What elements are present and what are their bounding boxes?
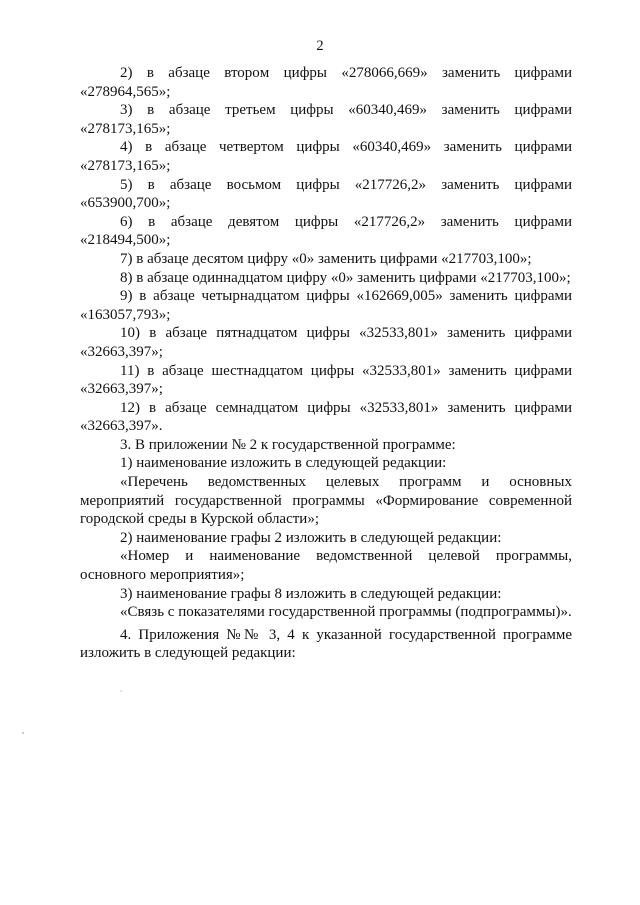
page-number: 2 [316, 38, 324, 54]
document-body [80, 64, 572, 663]
paragraph-item-7: 7) в абзаце десятом цифру «0» заменить цифрами «217703,100»; [120, 250, 532, 267]
section-3-item-3-text: «Связь с показателями государственной программы (подпрограммы)». [120, 604, 572, 621]
paragraph-item-3: 3) в абзаце третьем цифры «60340,469» заменить цифрами «278173,165»; [80, 102, 572, 137]
section-3-heading: 3. В приложении № 2 к государственной программе: [120, 436, 456, 453]
section-3-item-1: 1) наименование изложить в следующей редакции: [120, 455, 447, 472]
scan-speck [22, 732, 24, 734]
paragraph-item-6: 6) в абзаце девятом цифры «217726,2» заменить цифрами «218494,500»; [80, 213, 572, 249]
paragraph-item-4: 4) в абзаце четвертом цифры «60340,469» заменить цифрами «278173,165»; [80, 139, 572, 174]
paragraph-item-2: 2) в абзаце вторoм цифры «278066,669» заменить цифрами «278964,565»; [80, 65, 572, 100]
section-4-paragraph: 4. Приложения №№ 3, 4 к указанной государственной программе изложить в следующей редакции: [80, 626, 572, 662]
section-3-item-1-text: «Перечень ведомственных целевых программ и основных мероприятий государственной программы «Формирование современной городской среды в Курской области»; [80, 474, 572, 528]
paragraph-item-11: 11) в абзаце шестнадцатом цифры «32533,801» заменить цифрами «32663,397»; [80, 362, 572, 398]
paragraph-item-9: 9) в абзаце четырнадцатом цифры «162669,005» заменить цифрами «163057,793»; [80, 288, 572, 323]
scan-speck [120, 690, 122, 692]
paragraph-item-8: 8) в абзаце одиннадцатом цифру «0» заменить цифрами «217703,100»; [120, 269, 571, 286]
section-3-item-2: 2) наименование графы 2 изложить в следующей редакции: [120, 529, 502, 546]
paragraph-item-12: 12) в абзаце семнадцатом цифры «32533,801» заменить цифрами «32663,397». [80, 399, 572, 435]
paragraph-item-5: 5) в абзаце восьмом цифры «217726,2» заменить цифрами «653900,700»; [80, 176, 572, 212]
paragraph-item-10: 10) в абзаце пятнадцатом цифры «32533,801» заменить цифрами «32663,397»; [80, 325, 572, 360]
section-3-item-3: 3) наименование графы 8 изложить в следующей редакции: [120, 585, 502, 602]
section-3-item-2-text: «Номер и наименование ведомственной целевой программы, основного мероприятия»; [80, 548, 572, 584]
